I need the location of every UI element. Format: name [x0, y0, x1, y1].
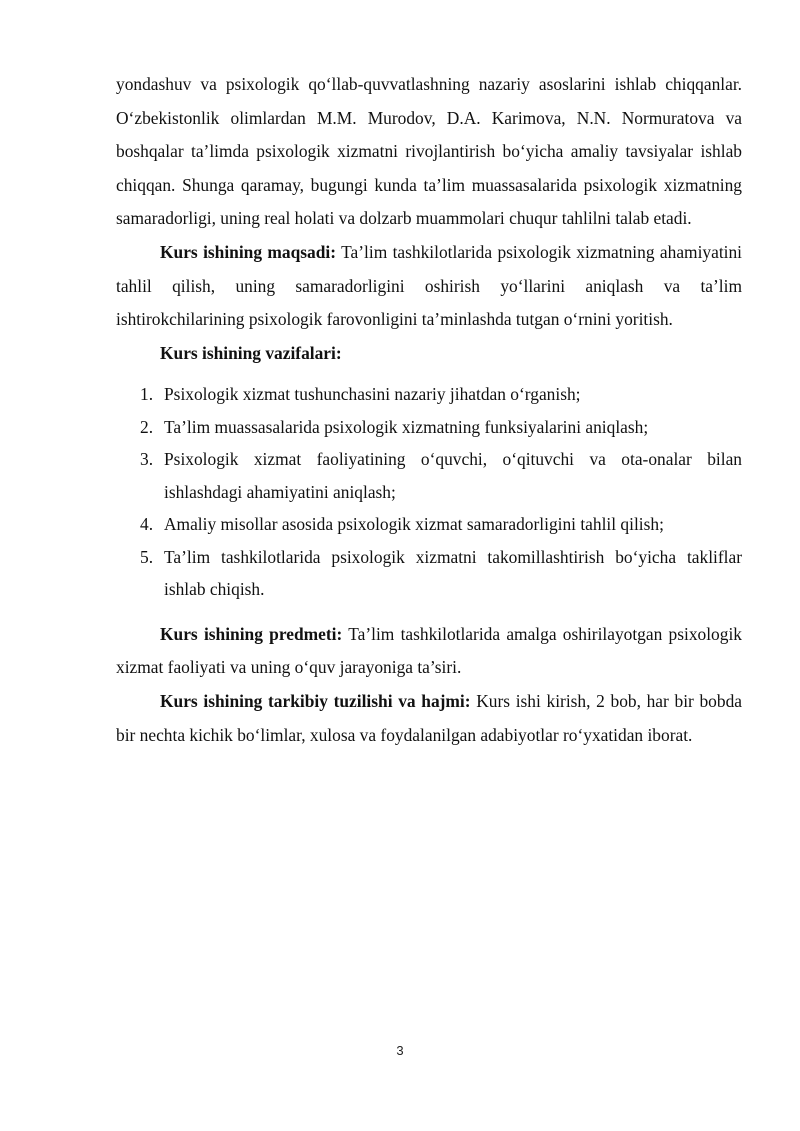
list-item-text: Psixologik xizmat tushunchasini nazariy jihatdan o‘rganish;	[164, 384, 581, 405]
subject-label: Kurs ishining predmeti:	[160, 623, 343, 644]
tasks-list	[116, 378, 742, 606]
subject-paragraph	[116, 618, 742, 685]
structure-label: Kurs ishining tarkibiy tuzilishi va hajmi:	[160, 691, 471, 712]
list-item-number: 5.	[140, 546, 154, 567]
list-item-number: 1.	[140, 384, 154, 405]
tasks-heading: Kurs ishining vazifalari:	[160, 342, 342, 363]
list-item	[116, 443, 742, 508]
goal-text: Ta’lim tashkilotlarida psixologik xizmatning ahamiyatini tahlil qilish, uning samaradorligini oshirish yo‘llarini aniqlash va ta’lim ishtirokchilarining psixologik farovonligini ta’minlashda tutgan o‘rnini yoritish.	[116, 241, 743, 330]
page-number: 3	[396, 1043, 404, 1058]
list-item-number: 4.	[140, 514, 154, 535]
list-item-text: Ta’lim tashkilotlarida psixologik xizmatni takomillashtirish bo‘yicha takliflar ishlab chiqish.	[164, 546, 742, 600]
document-page-body	[116, 68, 742, 752]
goal-label: Kurs ishining maqsadi:	[160, 241, 337, 262]
goal-paragraph	[116, 236, 742, 337]
list-item	[116, 508, 742, 541]
list-item-number: 2.	[140, 416, 154, 437]
list-item-text: Amaliy misollar asosida psixologik xizmat samaradorligini tahlil qilish;	[164, 514, 664, 535]
subject-text: Ta’lim tashkilotlarida amalga oshirilayotgan psixologik xizmat faoliyati va uning o‘quv jarayoniga ta’siri.	[116, 623, 742, 678]
intro-paragraph: yondashuv va psixologik qo‘llab-quvvatlashning nazariy asoslarini ishlab chiqqanlar. O‘zbekistonlik olimlardan M.M. Murodov, D.A. Karimova, N.N. Normuratova va boshqalar ta’limda psixologik xizmatni rivojlantirish bo‘yicha amaliy tavsiyalar ishlab chiqqan. Shunga qaramay, bugungi kunda ta’lim muassasalarida psixologik xizmatning samaradorligi, uning real holati va dolzarb muammolari chuqur tahlilni talab etadi.	[116, 74, 742, 229]
structure-paragraph	[116, 685, 742, 752]
list-item-text: Psixologik xizmat faoliyatining o‘quvchi, o‘qituvchi va ota-onalar bilan ishlashdagi ahamiyatini aniqlash;	[164, 449, 742, 502]
structure-text: Kurs ishi kirish, 2 bob, har bir bobda bir nechta kichik bo‘limlar, xulosa va foydalanilgan adabiyotlar ro‘yxatidan iborat.	[116, 691, 742, 745]
list-item-text: Ta’lim muassasalarida psixologik xizmatning funksiyalarini aniqlash;	[164, 416, 649, 437]
list-item	[116, 411, 742, 444]
list-item-number: 3.	[140, 449, 154, 470]
list-item	[116, 378, 742, 411]
list-item	[116, 541, 742, 606]
